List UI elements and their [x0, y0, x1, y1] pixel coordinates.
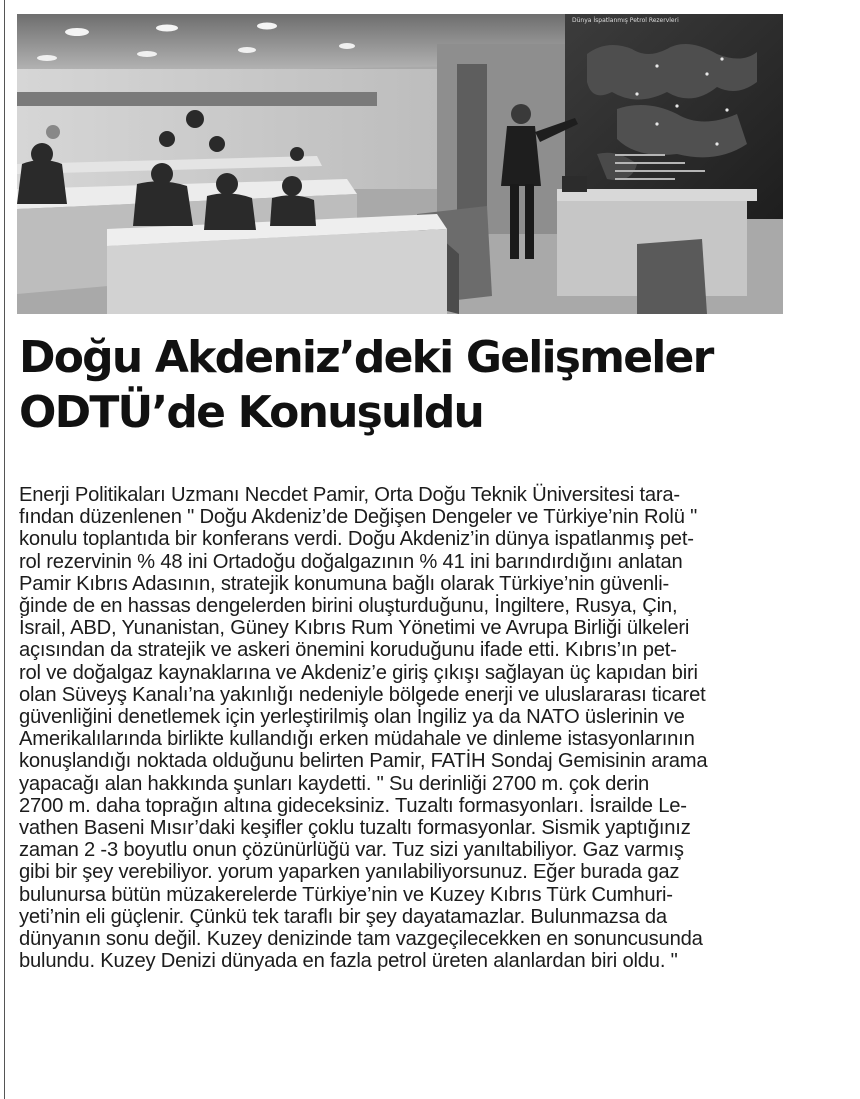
column-divider	[4, 0, 5, 1099]
article-line: Enerji Politikaları Uzmanı Necdet Pamir, Orta Doğu Teknik Üniversitesi tara-	[19, 484, 680, 506]
article-body	[19, 484, 771, 972]
article-line: 2700 m. daha toprağın altına gideceksiniz. Tuzaltı formasyonları. İsrailde Le-	[19, 794, 687, 817]
article-line: dünyanın sonu değil. Kuzey denizinde tam vazgeçilecekken en sonuncusunda	[19, 928, 703, 951]
article-line: konulu toplantıda bir konferans verdi. Doğu Akdeniz’in dünya ispatlanmış pet-	[19, 528, 694, 551]
article-photo	[17, 14, 783, 314]
article-line: açısından da stratejik ve askeri önemini koruduğunu ifade etti. Kıbrıs’ın pet-	[19, 639, 677, 662]
article-line: gibi bir şey verebiliyor. yorum yaparken yanılabiliyorsunuz. Eğer burada gaz	[19, 861, 680, 884]
article-line: rol ve doğalgaz kaynaklarına ve Akdeniz’e giriş çıkışı sağlayan üç kapıdan biri	[19, 661, 698, 684]
article-line: fından düzenlenen " Doğu Akdeniz’de Değişen Dengeler ve Türkiye’nin Rolü "	[19, 506, 698, 529]
headline	[19, 330, 839, 440]
article-line: yapacağı alan hakkında şunları kaydetti. " Su derinliği 2700 m. çok derin	[19, 772, 649, 795]
headline-line-1: Doğu Akdeniz’deki Gelişmeler	[19, 332, 713, 383]
article-line: yeti’nin eli güçlenir. Çünkü tek taraflı bir şey dayatamazlar. Bulunmazsa da	[19, 905, 667, 928]
article-line: güvenliğini denetlemek için yerleştirilmiş olan İngiliz ya da NATO üslerinin ve	[19, 706, 685, 729]
article-line: bulundu. Kuzey Denizi dünyada en fazla petrol üreten alanlardan biri oldu. "	[19, 950, 678, 973]
headline-line-2: ODTÜ’de Konuşuldu	[19, 387, 484, 438]
screen-title: Dünya İspatlanmış Petrol Rezervleri	[572, 17, 679, 24]
lecture-hall-photo	[17, 14, 783, 314]
article-line: zaman 2 -3 boyutlu onun çözünürlüğü var. Tuz sizi yanıltabiliyor. Gaz varmış	[19, 839, 684, 862]
article-line: olan Süveyş Kanalı’na yakınlığı nedeniyle bölgede enerji ve uluslararası ticaret	[19, 683, 706, 706]
article-line: rol rezervinin % 48 ini Ortadoğu doğalgazının % 41 ini barındırdığını anlatan	[19, 550, 683, 573]
article-line: ğinde de en hassas dengelerden birini oluşturduğunu, İngiltere, Rusya, Çin,	[19, 595, 678, 618]
article-line: İsrail, ABD, Yunanistan, Güney Kıbrıs Rum Yönetimi ve Avrupa Birliği ülkeleri	[19, 617, 690, 640]
article-line: konuşlandığı noktada olduğunu belirten Pamir, FATİH Sondaj Gemisinin arama	[19, 750, 708, 773]
article-line: Amerikalılarında birlikte kullandığı erken müdahale ve dinleme istasyonlarının	[19, 728, 695, 751]
article-line: Pamir Kıbrıs Adasının, stratejik konumuna bağlı olarak Türkiye’nin güvenli-	[19, 572, 670, 595]
article-line: bulunursa bütün müzakerelerde Türkiye’nin ve Kuzey Kıbrıs Türk Cumhuri-	[19, 883, 673, 906]
article-line: vathen Baseni Mısır’daki keşifler çoklu tuzaltı formasyonlar. Sismik yaptığınız	[19, 817, 691, 840]
